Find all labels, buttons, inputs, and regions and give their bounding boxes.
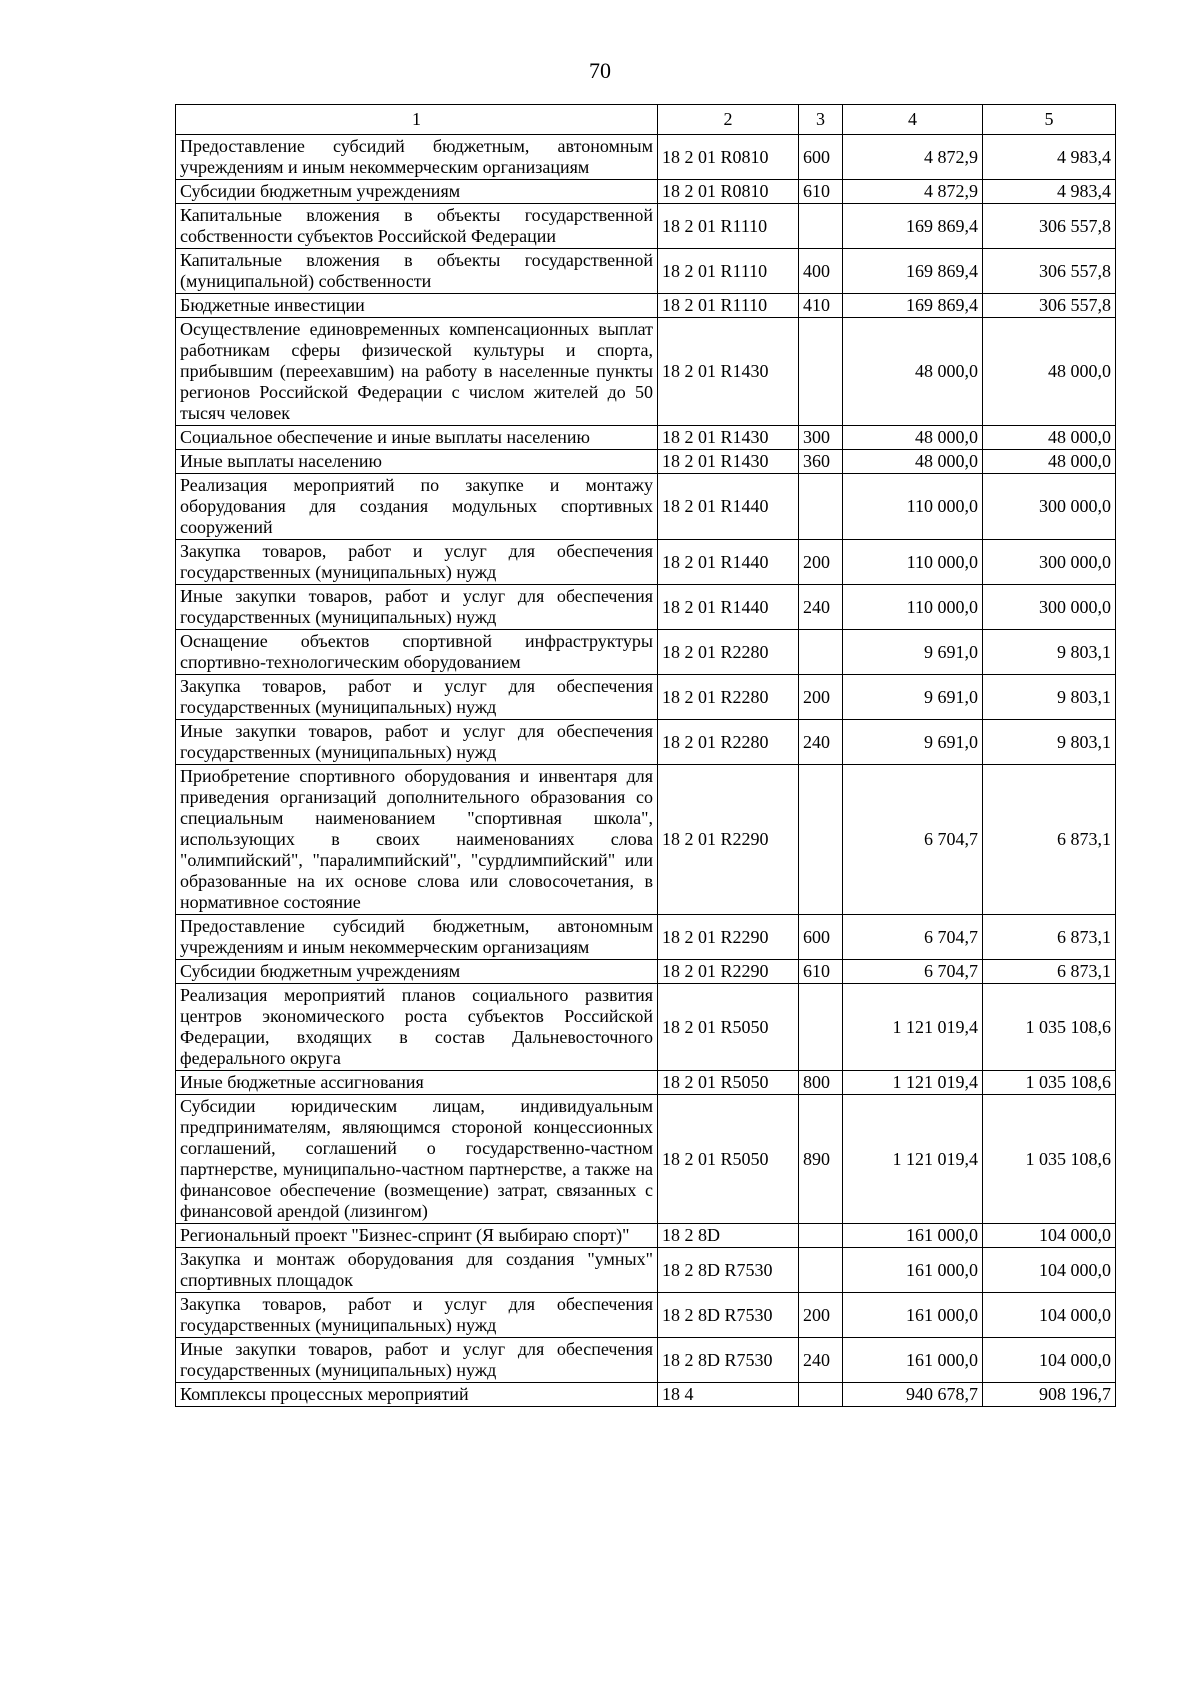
row-amount-col4: 9 691,0: [843, 675, 983, 720]
row-code: 18 2 01 R1430: [658, 426, 799, 450]
row-amount-col5: 48 000,0: [983, 450, 1116, 474]
row-amount-col5: 1 035 108,6: [983, 984, 1116, 1071]
row-name: Комплексы процессных мероприятий: [176, 1383, 658, 1407]
page-number: 70: [589, 58, 611, 83]
row-expense-type: 800: [799, 1071, 843, 1095]
row-expense-type: [799, 984, 843, 1071]
row-name: Иные выплаты населению: [176, 450, 658, 474]
row-expense-type: 610: [799, 960, 843, 984]
row-name: Закупка и монтаж оборудования для создания "умных" спортивных площадок: [176, 1248, 658, 1293]
row-code: 18 2 8D R7530: [658, 1248, 799, 1293]
row-name: Бюджетные инвестиции: [176, 294, 658, 318]
row-amount-col5: 6 873,1: [983, 765, 1116, 915]
row-amount-col5: 9 803,1: [983, 630, 1116, 675]
row-name: Иные бюджетные ассигнования: [176, 1071, 658, 1095]
row-name: Капитальные вложения в объекты государственной собственности субъектов Российской Федерации: [176, 204, 658, 249]
row-amount-col4: 169 869,4: [843, 204, 983, 249]
row-amount-col4: 48 000,0: [843, 426, 983, 450]
row-amount-col4: 161 000,0: [843, 1338, 983, 1383]
row-amount-col4: 1 121 019,4: [843, 1071, 983, 1095]
table-row: [176, 960, 1116, 984]
table-row: [176, 426, 1116, 450]
row-expense-type: [799, 765, 843, 915]
row-expense-type: [799, 1383, 843, 1407]
row-expense-type: 600: [799, 135, 843, 180]
row-code: 18 2 01 R2290: [658, 765, 799, 915]
row-name: Социальное обеспечение и иные выплаты населению: [176, 426, 658, 450]
table-row: [176, 1071, 1116, 1095]
row-expense-type: 240: [799, 1338, 843, 1383]
row-amount-col5: 300 000,0: [983, 585, 1116, 630]
row-amount-col4: 110 000,0: [843, 585, 983, 630]
row-code: 18 2 01 R1110: [658, 204, 799, 249]
row-expense-type: [799, 1224, 843, 1248]
header-col-4: 4: [843, 105, 983, 135]
table-row: [176, 249, 1116, 294]
row-expense-type: 200: [799, 675, 843, 720]
row-expense-type: 200: [799, 540, 843, 585]
row-amount-col4: 1 121 019,4: [843, 1095, 983, 1224]
row-code: 18 2 01 R5050: [658, 1095, 799, 1224]
row-amount-col4: 9 691,0: [843, 720, 983, 765]
row-code: 18 2 01 R1440: [658, 540, 799, 585]
row-expense-type: 240: [799, 720, 843, 765]
row-code: 18 4: [658, 1383, 799, 1407]
table-row: [176, 630, 1116, 675]
row-name: Капитальные вложения в объекты государственной (муниципальной) собственности: [176, 249, 658, 294]
row-amount-col5: 306 557,8: [983, 249, 1116, 294]
row-name: Реализация мероприятий по закупке и монтажу оборудования для создания модульных спортивных сооружений: [176, 474, 658, 540]
table-body: [176, 135, 1116, 1407]
row-name: Иные закупки товаров, работ и услуг для обеспечения государственных (муниципальных) нужд: [176, 585, 658, 630]
table-row: [176, 1383, 1116, 1407]
row-amount-col4: 110 000,0: [843, 474, 983, 540]
row-code: 18 2 01 R0810: [658, 135, 799, 180]
row-amount-col5: 48 000,0: [983, 318, 1116, 426]
row-amount-col4: 169 869,4: [843, 249, 983, 294]
row-name: Иные закупки товаров, работ и услуг для обеспечения государственных (муниципальных) нужд: [176, 1338, 658, 1383]
row-expense-type: 610: [799, 180, 843, 204]
row-name: Иные закупки товаров, работ и услуг для обеспечения государственных (муниципальных) нужд: [176, 720, 658, 765]
row-code: 18 2 01 R2280: [658, 720, 799, 765]
row-name: Оснащение объектов спортивной инфраструктуры спортивно-технологическим оборудованием: [176, 630, 658, 675]
budget-table: [175, 104, 1116, 1407]
table-row: [176, 765, 1116, 915]
row-code: 18 2 01 R2280: [658, 675, 799, 720]
header-col-2: 2: [658, 105, 799, 135]
row-name: Закупка товаров, работ и услуг для обеспечения государственных (муниципальных) нужд: [176, 540, 658, 585]
row-code: 18 2 01 R1440: [658, 585, 799, 630]
row-expense-type: [799, 318, 843, 426]
table-row: [176, 135, 1116, 180]
row-name: Предоставление субсидий бюджетным, автономным учреждениям и иным некоммерческим организациям: [176, 135, 658, 180]
row-amount-col4: 4 872,9: [843, 180, 983, 204]
row-expense-type: [799, 474, 843, 540]
row-amount-col5: 4 983,4: [983, 135, 1116, 180]
table-row: [176, 294, 1116, 318]
row-name: Реализация мероприятий планов социального развития центров экономического роста субъектов Российской Федерации, входящих в состав Дальневосточного федерального округа: [176, 984, 658, 1071]
table-row: [176, 1338, 1116, 1383]
row-amount-col4: 161 000,0: [843, 1293, 983, 1338]
row-amount-col4: 6 704,7: [843, 915, 983, 960]
header-col-1: 1: [176, 105, 658, 135]
row-amount-col5: 908 196,7: [983, 1383, 1116, 1407]
row-name: Предоставление субсидий бюджетным, автономным учреждениям и иным некоммерческим организациям: [176, 915, 658, 960]
row-expense-type: 240: [799, 585, 843, 630]
row-name: Субсидии бюджетным учреждениям: [176, 960, 658, 984]
row-code: 18 2 01 R1110: [658, 294, 799, 318]
row-amount-col4: 4 872,9: [843, 135, 983, 180]
row-expense-type: 410: [799, 294, 843, 318]
row-name: Приобретение спортивного оборудования и инвентаря для приведения организаций дополнительного образования со специальным наименованием "спортивная школа", использующих в своих наименованиях слова "олимпийский", "паралимпийский", "сурдлимпийский" или образованные на их основе слова или словосочетания, в нормативное состояние: [176, 765, 658, 915]
row-name: Закупка товаров, работ и услуг для обеспечения государственных (муниципальных) нужд: [176, 675, 658, 720]
row-amount-col5: 306 557,8: [983, 294, 1116, 318]
row-code: 18 2 01 R2290: [658, 915, 799, 960]
row-amount-col5: 4 983,4: [983, 180, 1116, 204]
table-row: [176, 1224, 1116, 1248]
row-expense-type: [799, 1248, 843, 1293]
row-name: Субсидии бюджетным учреждениям: [176, 180, 658, 204]
row-name: Региональный проект "Бизнес-спринт (Я выбираю спорт)": [176, 1224, 658, 1248]
table-row: [176, 585, 1116, 630]
row-amount-col5: 6 873,1: [983, 960, 1116, 984]
row-expense-type: 200: [799, 1293, 843, 1338]
row-amount-col4: 6 704,7: [843, 960, 983, 984]
row-expense-type: 300: [799, 426, 843, 450]
row-amount-col4: 169 869,4: [843, 294, 983, 318]
table-row: [176, 915, 1116, 960]
row-expense-type: 400: [799, 249, 843, 294]
row-amount-col5: 6 873,1: [983, 915, 1116, 960]
row-amount-col5: 1 035 108,6: [983, 1071, 1116, 1095]
row-code: 18 2 8D R7530: [658, 1338, 799, 1383]
row-amount-col4: 161 000,0: [843, 1224, 983, 1248]
row-code: 18 2 8D R7530: [658, 1293, 799, 1338]
row-name: Закупка товаров, работ и услуг для обеспечения государственных (муниципальных) нужд: [176, 1293, 658, 1338]
row-amount-col5: 9 803,1: [983, 720, 1116, 765]
row-code: 18 2 8D: [658, 1224, 799, 1248]
table-header-row: [176, 105, 1116, 135]
table-row: [176, 1248, 1116, 1293]
row-amount-col4: 6 704,7: [843, 765, 983, 915]
row-amount-col4: 48 000,0: [843, 318, 983, 426]
row-code: 18 2 01 R2290: [658, 960, 799, 984]
row-amount-col5: 104 000,0: [983, 1293, 1116, 1338]
row-code: 18 2 01 R1430: [658, 450, 799, 474]
row-amount-col5: 104 000,0: [983, 1338, 1116, 1383]
row-amount-col5: 300 000,0: [983, 540, 1116, 585]
row-amount-col5: 48 000,0: [983, 426, 1116, 450]
row-expense-type: [799, 204, 843, 249]
row-expense-type: 360: [799, 450, 843, 474]
table-row: [176, 984, 1116, 1071]
row-amount-col5: 300 000,0: [983, 474, 1116, 540]
row-code: 18 2 01 R1440: [658, 474, 799, 540]
table-row: [176, 540, 1116, 585]
header-col-3: 3: [799, 105, 843, 135]
row-name: Осуществление единовременных компенсационных выплат работникам сферы физической культуры и спорта, прибывшим (переехавшим) на работу в населенные пункты регионов Российской Федерации с числом жителей до 50 тысяч человек: [176, 318, 658, 426]
row-amount-col4: 48 000,0: [843, 450, 983, 474]
row-amount-col5: 104 000,0: [983, 1224, 1116, 1248]
row-code: 18 2 01 R0810: [658, 180, 799, 204]
row-amount-col4: 161 000,0: [843, 1248, 983, 1293]
table-row: [176, 450, 1116, 474]
row-code: 18 2 01 R1430: [658, 318, 799, 426]
table-row: [176, 204, 1116, 249]
table-row: [176, 180, 1116, 204]
row-amount-col5: 306 557,8: [983, 204, 1116, 249]
row-expense-type: 890: [799, 1095, 843, 1224]
row-code: 18 2 01 R1110: [658, 249, 799, 294]
row-amount-col5: 104 000,0: [983, 1248, 1116, 1293]
row-expense-type: 600: [799, 915, 843, 960]
row-amount-col5: 1 035 108,6: [983, 1095, 1116, 1224]
table-row: [176, 318, 1116, 426]
row-amount-col5: 9 803,1: [983, 675, 1116, 720]
header-col-5: 5: [983, 105, 1116, 135]
row-amount-col4: 9 691,0: [843, 630, 983, 675]
table-row: [176, 1095, 1116, 1224]
row-name: Субсидии юридическим лицам, индивидуальным предпринимателям, являющимся стороной концессионных соглашений, соглашений о государственно-частном партнерстве, муниципально-частном партнерстве, а также на финансовое обеспечение (возмещение) затрат, связанных с финансовой арендой (лизингом): [176, 1095, 658, 1224]
row-code: 18 2 01 R5050: [658, 984, 799, 1071]
table-row: [176, 675, 1116, 720]
table-row: [176, 474, 1116, 540]
row-amount-col4: 940 678,7: [843, 1383, 983, 1407]
row-code: 18 2 01 R5050: [658, 1071, 799, 1095]
table-row: [176, 1293, 1116, 1338]
row-code: 18 2 01 R2280: [658, 630, 799, 675]
row-amount-col4: 110 000,0: [843, 540, 983, 585]
row-expense-type: [799, 630, 843, 675]
table-row: [176, 720, 1116, 765]
row-amount-col4: 1 121 019,4: [843, 984, 983, 1071]
